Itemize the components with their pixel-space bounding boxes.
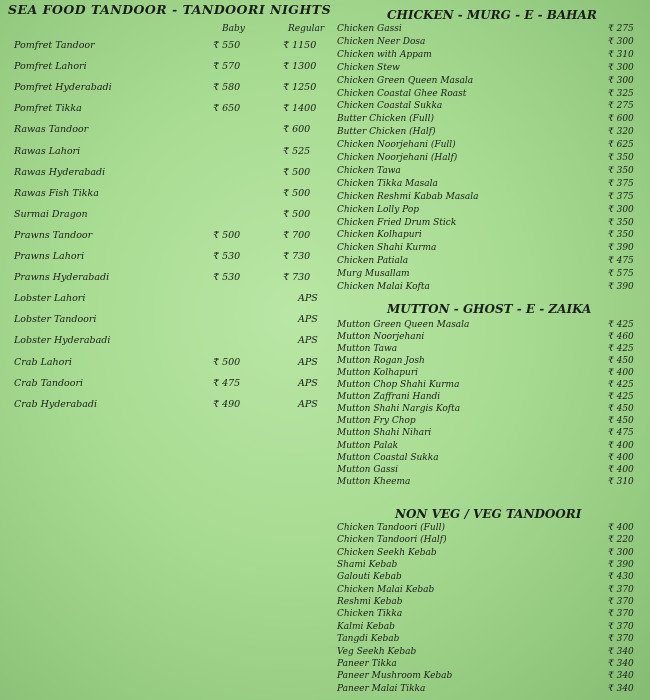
regular-column-header: Regular bbox=[288, 24, 325, 34]
item-name: Pomfret Hyderabadi bbox=[14, 82, 112, 93]
item-name: Mutton Fry Chop bbox=[337, 416, 416, 426]
item-name: Shami Kebab bbox=[337, 560, 398, 570]
menu-item-row bbox=[0, 209, 330, 227]
item-name: Chicken Coastal Sukka bbox=[337, 101, 443, 111]
menu-item-row bbox=[330, 218, 650, 229]
item-name: Chicken Malai Kebab bbox=[337, 585, 435, 595]
menu-item-row bbox=[330, 63, 650, 74]
item-regular-price: ₹ 500 bbox=[283, 188, 311, 199]
item-name: Chicken Fried Drum Stick bbox=[337, 218, 457, 228]
menu-item-row bbox=[0, 230, 330, 248]
item-name: Mutton Kolhapuri bbox=[337, 368, 418, 378]
item-name: Crab Tandoori bbox=[14, 378, 84, 389]
item-regular-price: APS bbox=[298, 335, 318, 346]
item-name: Veg Seekh Kebab bbox=[337, 647, 417, 657]
item-regular-price: APS bbox=[298, 399, 318, 410]
item-name: Lobster Tandoori bbox=[14, 314, 97, 325]
mutton-title: MUTTON - GHOST - E - ZAIKA bbox=[387, 302, 592, 316]
menu-item-row bbox=[0, 40, 330, 58]
item-price: ₹ 600 bbox=[608, 114, 634, 124]
menu-item-row bbox=[0, 146, 330, 164]
item-price: ₹ 350 bbox=[608, 166, 634, 176]
menu-item-row bbox=[330, 392, 650, 403]
menu-item-row bbox=[330, 535, 650, 546]
right-column bbox=[330, 0, 650, 700]
item-name: Pomfret Tikka bbox=[14, 103, 82, 114]
item-price: ₹ 300 bbox=[608, 37, 634, 47]
item-name: Paneer Malai Tikka bbox=[337, 684, 426, 694]
item-price: ₹ 370 bbox=[608, 585, 634, 595]
item-name: Chicken with Appam bbox=[337, 50, 432, 60]
item-price: ₹ 340 bbox=[608, 659, 634, 669]
item-name: Chicken Coastal Ghee Roast bbox=[337, 89, 467, 99]
menu-item-row bbox=[330, 404, 650, 415]
menu-item-row bbox=[330, 671, 650, 682]
baby-column-header: Baby bbox=[222, 24, 245, 34]
item-regular-price: APS bbox=[298, 378, 318, 389]
item-name: Chicken Reshmi Kabab Masala bbox=[337, 192, 479, 202]
item-price: ₹ 390 bbox=[608, 243, 634, 253]
item-price: ₹ 300 bbox=[608, 63, 634, 73]
item-baby-price: ₹ 550 bbox=[213, 40, 241, 51]
item-regular-price: ₹ 1150 bbox=[283, 40, 317, 51]
menu-item-row bbox=[0, 103, 330, 121]
menu-item-row bbox=[330, 597, 650, 608]
menu-item-row bbox=[0, 293, 330, 311]
item-price: ₹ 300 bbox=[608, 548, 634, 558]
menu-item-row bbox=[330, 344, 650, 355]
item-name: Pomfret Tandoor bbox=[14, 40, 95, 51]
item-name: Galouti Kebab bbox=[337, 572, 402, 582]
item-regular-price: ₹ 1300 bbox=[283, 61, 317, 72]
item-price: ₹ 310 bbox=[608, 50, 634, 60]
item-name: Chicken Malai Kofta bbox=[337, 282, 430, 292]
menu-item-row bbox=[330, 659, 650, 670]
item-name: Chicken Tawa bbox=[337, 166, 401, 176]
item-name: Lobster Hyderabadi bbox=[14, 335, 111, 346]
item-price: ₹ 460 bbox=[608, 332, 634, 342]
item-baby-price: ₹ 500 bbox=[213, 357, 241, 368]
menu-item-row bbox=[330, 256, 650, 267]
item-price: ₹ 370 bbox=[608, 609, 634, 619]
menu-item-row bbox=[330, 230, 650, 241]
item-price: ₹ 370 bbox=[608, 597, 634, 607]
item-price: ₹ 450 bbox=[608, 404, 634, 414]
item-name: Butter Chicken (Full) bbox=[337, 114, 434, 124]
item-price: ₹ 390 bbox=[608, 560, 634, 570]
menu-item-row bbox=[330, 428, 650, 439]
menu-item-row bbox=[0, 357, 330, 375]
menu-item-row bbox=[330, 465, 650, 476]
menu-item-row bbox=[330, 37, 650, 48]
item-name: Butter Chicken (Half) bbox=[337, 127, 436, 137]
item-price: ₹ 375 bbox=[608, 192, 634, 202]
item-name: Chicken Patiala bbox=[337, 256, 409, 266]
item-name: Reshmi Kebab bbox=[337, 597, 403, 607]
item-price: ₹ 475 bbox=[608, 256, 634, 266]
item-regular-price: ₹ 700 bbox=[283, 230, 311, 241]
item-name: Kalmi Kebab bbox=[337, 622, 395, 632]
chicken-title: CHICKEN - MURG - E - BAHAR bbox=[387, 8, 597, 22]
item-name: Mutton Zaffrani Handi bbox=[337, 392, 441, 402]
menu-item-row bbox=[330, 24, 650, 35]
item-name: Crab Hyderabadi bbox=[14, 399, 97, 410]
item-regular-price: ₹ 500 bbox=[283, 209, 311, 220]
menu-item-row bbox=[0, 124, 330, 142]
item-name: Mutton Green Queen Masala bbox=[337, 320, 470, 330]
menu-item-row bbox=[330, 585, 650, 596]
item-price: ₹ 220 bbox=[608, 535, 634, 545]
item-name: Chicken Noorjehani (Full) bbox=[337, 140, 456, 150]
menu-item-row bbox=[330, 477, 650, 488]
menu-item-row bbox=[330, 76, 650, 87]
menu-item-row bbox=[330, 140, 650, 151]
menu-item-row bbox=[0, 335, 330, 353]
item-price: ₹ 350 bbox=[608, 153, 634, 163]
item-name: Tangdi Kebab bbox=[337, 634, 400, 644]
item-name: Mutton Kheema bbox=[337, 477, 411, 487]
menu-item-row bbox=[0, 167, 330, 185]
menu-item-row bbox=[330, 572, 650, 583]
item-name: Mutton Gassi bbox=[337, 465, 398, 475]
menu-item-row bbox=[330, 320, 650, 331]
item-regular-price: ₹ 600 bbox=[283, 124, 311, 135]
menu-item-row bbox=[0, 272, 330, 290]
item-price: ₹ 425 bbox=[608, 380, 634, 390]
item-baby-price: ₹ 530 bbox=[213, 272, 241, 283]
item-price: ₹ 450 bbox=[608, 416, 634, 426]
menu-item-row bbox=[330, 114, 650, 125]
item-price: ₹ 350 bbox=[608, 230, 634, 240]
item-name: Rawas Fish Tikka bbox=[14, 188, 99, 199]
item-price: ₹ 450 bbox=[608, 356, 634, 366]
item-price: ₹ 575 bbox=[608, 269, 634, 279]
item-name: Crab Lahori bbox=[14, 357, 72, 368]
item-baby-price: ₹ 490 bbox=[213, 399, 241, 410]
item-price: ₹ 310 bbox=[608, 477, 634, 487]
item-price: ₹ 425 bbox=[608, 320, 634, 330]
item-name: Chicken Tikka Masala bbox=[337, 179, 438, 189]
menu-item-row bbox=[330, 205, 650, 216]
item-name: Mutton Palak bbox=[337, 441, 399, 451]
menu-item-row bbox=[330, 622, 650, 633]
item-price: ₹ 400 bbox=[608, 368, 634, 378]
item-regular-price: ₹ 525 bbox=[283, 146, 311, 157]
item-price: ₹ 325 bbox=[608, 89, 634, 99]
menu-item-row bbox=[330, 166, 650, 177]
item-regular-price: APS bbox=[298, 357, 318, 368]
item-baby-price: ₹ 475 bbox=[213, 378, 241, 389]
item-price: ₹ 425 bbox=[608, 344, 634, 354]
menu-item-row bbox=[330, 101, 650, 112]
item-price: ₹ 340 bbox=[608, 684, 634, 694]
menu-item-row bbox=[330, 523, 650, 534]
item-name: Mutton Rogan Josh bbox=[337, 356, 425, 366]
item-price: ₹ 400 bbox=[608, 523, 634, 533]
item-baby-price: ₹ 650 bbox=[213, 103, 241, 114]
tandoori-title: NON VEG / VEG TANDOORI bbox=[395, 507, 582, 521]
item-name: Rawas Lahori bbox=[14, 146, 81, 157]
item-name: Mutton Shahi Nargis Kofta bbox=[337, 404, 461, 414]
item-regular-price: APS bbox=[298, 293, 318, 304]
menu-item-row bbox=[330, 647, 650, 658]
item-price: ₹ 275 bbox=[608, 101, 634, 111]
menu-item-row bbox=[330, 380, 650, 391]
menu-item-row bbox=[0, 251, 330, 269]
item-regular-price: ₹ 500 bbox=[283, 167, 311, 178]
menu-item-row bbox=[330, 684, 650, 695]
menu-item-row bbox=[330, 548, 650, 559]
item-name: Chicken Stew bbox=[337, 63, 400, 73]
item-name: Rawas Hyderabadi bbox=[14, 167, 106, 178]
item-baby-price: ₹ 580 bbox=[213, 82, 241, 93]
menu-item-row bbox=[0, 314, 330, 332]
item-name: Mutton Tawa bbox=[337, 344, 398, 354]
menu-item-row bbox=[330, 441, 650, 452]
item-name: Prawns Hyderabadi bbox=[14, 272, 110, 283]
item-regular-price: ₹ 1400 bbox=[283, 103, 317, 114]
item-name: Lobster Lahori bbox=[14, 293, 86, 304]
menu-item-row bbox=[330, 332, 650, 343]
menu-item-row bbox=[330, 560, 650, 571]
item-price: ₹ 340 bbox=[608, 671, 634, 681]
menu-item-row bbox=[330, 634, 650, 645]
item-price: ₹ 625 bbox=[608, 140, 634, 150]
menu-item-row bbox=[0, 82, 330, 100]
menu-item-row bbox=[330, 282, 650, 293]
item-name: Mutton Chop Shahi Kurma bbox=[337, 380, 460, 390]
item-baby-price: ₹ 500 bbox=[213, 230, 241, 241]
item-name: Chicken Gassi bbox=[337, 24, 402, 34]
menu-item-row bbox=[330, 89, 650, 100]
menu-item-row bbox=[330, 368, 650, 379]
seafood-title: SEA FOOD TANDOOR - TANDOORI NIGHTS bbox=[8, 2, 332, 17]
item-name: Chicken Tandoori (Half) bbox=[337, 535, 447, 545]
item-name: Chicken Tandoori (Full) bbox=[337, 523, 445, 533]
item-name: Paneer Mushroom Kebab bbox=[337, 671, 453, 681]
item-name: Surmai Dragon bbox=[14, 209, 88, 220]
item-price: ₹ 400 bbox=[608, 441, 634, 451]
item-name: Pomfret Lahori bbox=[14, 61, 87, 72]
menu-item-row bbox=[0, 399, 330, 417]
menu-item-row bbox=[330, 416, 650, 427]
item-name: Paneer Tikka bbox=[337, 659, 397, 669]
item-baby-price: ₹ 570 bbox=[213, 61, 241, 72]
item-price: ₹ 430 bbox=[608, 572, 634, 582]
menu-item-row bbox=[0, 61, 330, 79]
menu-item-row bbox=[330, 192, 650, 203]
item-name: Chicken Neer Dosa bbox=[337, 37, 426, 47]
item-name: Mutton Noorjehani bbox=[337, 332, 425, 342]
item-name: Chicken Shahi Kurma bbox=[337, 243, 437, 253]
menu-item-row bbox=[330, 356, 650, 367]
menu-item-row bbox=[0, 378, 330, 396]
menu-item-row bbox=[0, 188, 330, 206]
item-name: Prawns Lahori bbox=[14, 251, 85, 262]
item-name: Murg Musallam bbox=[337, 269, 410, 279]
menu-item-row bbox=[330, 609, 650, 620]
item-name: Chicken Tikka bbox=[337, 609, 403, 619]
item-name: Rawas Tandoor bbox=[14, 124, 89, 135]
item-price: ₹ 400 bbox=[608, 453, 634, 463]
item-baby-price: ₹ 530 bbox=[213, 251, 241, 262]
item-price: ₹ 370 bbox=[608, 622, 634, 632]
item-price: ₹ 340 bbox=[608, 647, 634, 657]
menu-item-row bbox=[330, 243, 650, 254]
item-regular-price: APS bbox=[298, 314, 318, 325]
item-name: Mutton Shahi Nihari bbox=[337, 428, 432, 438]
item-price: ₹ 300 bbox=[608, 76, 634, 86]
item-price: ₹ 375 bbox=[608, 179, 634, 189]
item-name: Chicken Seekh Kebab bbox=[337, 548, 437, 558]
item-name: Mutton Coastal Sukka bbox=[337, 453, 439, 463]
item-price: ₹ 425 bbox=[608, 392, 634, 402]
item-price: ₹ 275 bbox=[608, 24, 634, 34]
item-regular-price: ₹ 730 bbox=[283, 272, 311, 283]
item-price: ₹ 475 bbox=[608, 428, 634, 438]
menu-item-row bbox=[330, 179, 650, 190]
item-price: ₹ 390 bbox=[608, 282, 634, 292]
item-name: Chicken Lolly Pop bbox=[337, 205, 420, 215]
menu-item-row bbox=[330, 269, 650, 280]
item-price: ₹ 370 bbox=[608, 634, 634, 644]
menu-item-row bbox=[330, 50, 650, 61]
item-name: Prawns Tandoor bbox=[14, 230, 93, 241]
item-price: ₹ 350 bbox=[608, 218, 634, 228]
item-regular-price: ₹ 730 bbox=[283, 251, 311, 262]
item-name: Chicken Noorjehani (Half) bbox=[337, 153, 458, 163]
item-price: ₹ 320 bbox=[608, 127, 634, 137]
menu-item-row bbox=[330, 453, 650, 464]
item-price: ₹ 300 bbox=[608, 205, 634, 215]
menu-item-row bbox=[330, 153, 650, 164]
item-regular-price: ₹ 1250 bbox=[283, 82, 317, 93]
menu-item-row bbox=[330, 127, 650, 138]
item-name: Chicken Kolhapuri bbox=[337, 230, 422, 240]
item-price: ₹ 400 bbox=[608, 465, 634, 475]
item-name: Chicken Green Queen Masala bbox=[337, 76, 474, 86]
